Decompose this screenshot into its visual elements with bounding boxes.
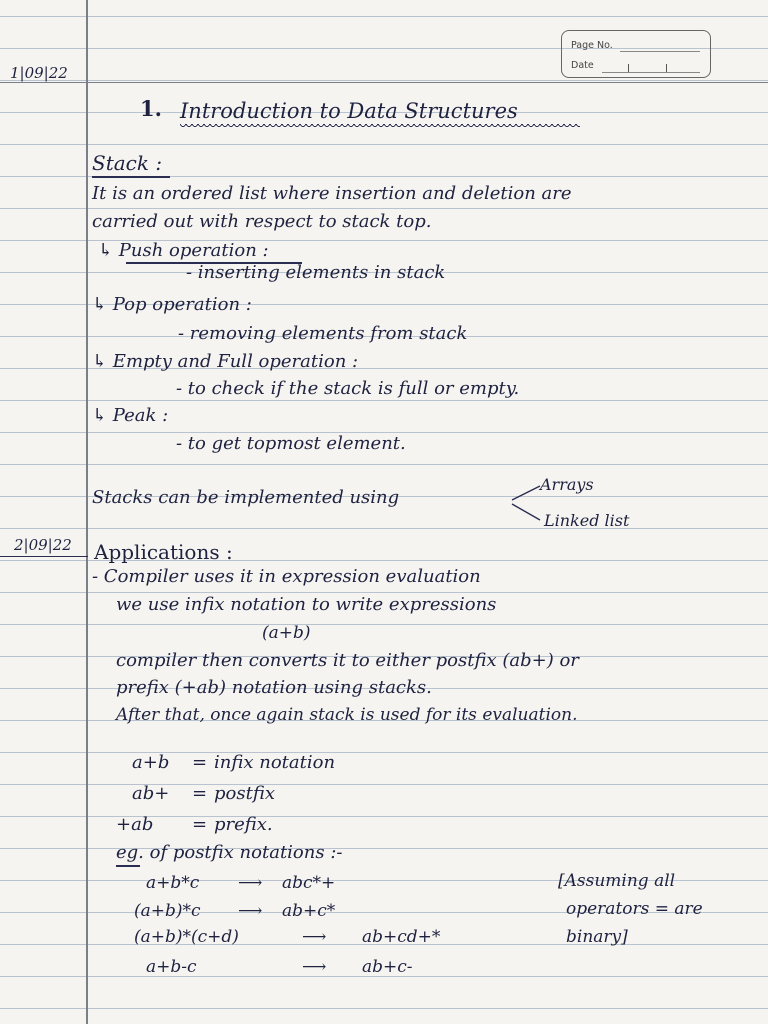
example-postfix-2: ab+c* xyxy=(282,901,336,921)
stack-heading-underline xyxy=(92,176,170,178)
notation-equals: = xyxy=(192,752,208,773)
application-line-3: (a+b) xyxy=(262,623,311,643)
stack-implementation-text: Stacks can be implemented using xyxy=(92,487,400,508)
page-title: Introduction to Data Structures xyxy=(180,99,518,123)
stack-definition-line2: carried out with respect to stack top. xyxy=(92,211,432,232)
empty-full-operation-desc: - to check if the stack is full or empty. xyxy=(176,378,520,399)
note-line-1: [Assuming all xyxy=(558,871,676,891)
peak-operation-label: ↳ Peak : xyxy=(92,405,169,426)
notation-equals: = xyxy=(192,783,208,804)
margin-line xyxy=(86,0,88,1024)
example-arrow-icon: ⟶ xyxy=(302,957,327,977)
date-line xyxy=(602,72,700,73)
peak-operation-desc: - to get topmost element. xyxy=(176,433,406,454)
notation-name-prefix: prefix. xyxy=(214,814,273,835)
example-arrow-icon: ⟶ xyxy=(238,873,263,893)
example-postfix-3: ab+cd+* xyxy=(362,927,441,947)
example-postfix-1: abc*+ xyxy=(282,873,336,893)
date-tick xyxy=(628,64,629,72)
application-line-2: we use infix notation to write expressions xyxy=(116,594,497,615)
examples-heading: eg. of postfix notations :- xyxy=(116,842,343,863)
notation-equals: = xyxy=(192,814,208,835)
eg-underline xyxy=(116,865,140,867)
impl-option-arrays: Arrays xyxy=(540,475,594,494)
application-line-4: compiler then converts it to either postfix (ab+) or xyxy=(116,650,579,671)
example-infix-2: (a+b)*c xyxy=(134,901,201,921)
date-entry-1: 1|09|22 xyxy=(10,64,68,82)
empty-full-operation-label: ↳ Empty and Full operation : xyxy=(92,351,359,372)
page-no-line xyxy=(620,51,700,52)
notation-expr-infix: a+b xyxy=(132,752,170,773)
pop-operation-label: ↳ Pop operation : xyxy=(92,294,252,315)
page-info-box xyxy=(561,30,711,78)
application-line-5: prefix (+ab) notation using stacks. xyxy=(116,677,432,698)
date-entry-2: 2|09|22 xyxy=(14,536,72,554)
date-rule xyxy=(0,556,88,557)
pop-operation-desc: - removing elements from stack xyxy=(178,323,468,344)
push-operation-label: ↳ Push operation : xyxy=(98,240,269,261)
example-infix-1: a+b*c xyxy=(146,873,200,893)
note-line-3: binary] xyxy=(566,927,628,947)
example-infix-4: a+b-c xyxy=(146,957,197,977)
stack-heading: Stack : xyxy=(92,151,163,175)
notation-name-infix: infix notation xyxy=(214,752,336,773)
push-operation-desc: - inserting elements in stack xyxy=(186,262,446,283)
title-number: 1. xyxy=(140,96,162,121)
notation-expr-prefix: +ab xyxy=(116,814,154,835)
example-arrow-icon: ⟶ xyxy=(302,927,327,947)
example-postfix-4: ab+c- xyxy=(362,957,413,977)
impl-option-linked-list: Linked list xyxy=(544,511,630,530)
note-line-2: operators = are xyxy=(566,899,703,919)
example-infix-3: (a+b)*(c+d) xyxy=(134,927,239,947)
title-underline xyxy=(180,124,580,128)
page-no-label: Page No. xyxy=(571,40,613,51)
stack-definition-line1: It is an ordered list where insertion and deletion are xyxy=(92,183,572,204)
date-tick xyxy=(666,64,667,72)
application-line-6: After that, once again stack is used for its evaluation. xyxy=(116,705,578,725)
header-rule xyxy=(0,82,768,83)
application-line-1: - Compiler uses it in expression evaluation xyxy=(92,566,481,587)
example-arrow-icon: ⟶ xyxy=(238,901,263,921)
notation-expr-postfix: ab+ xyxy=(132,783,170,804)
date-label: Date xyxy=(571,60,594,71)
applications-heading: Applications : xyxy=(94,540,233,564)
notation-name-postfix: postfix xyxy=(214,783,275,804)
